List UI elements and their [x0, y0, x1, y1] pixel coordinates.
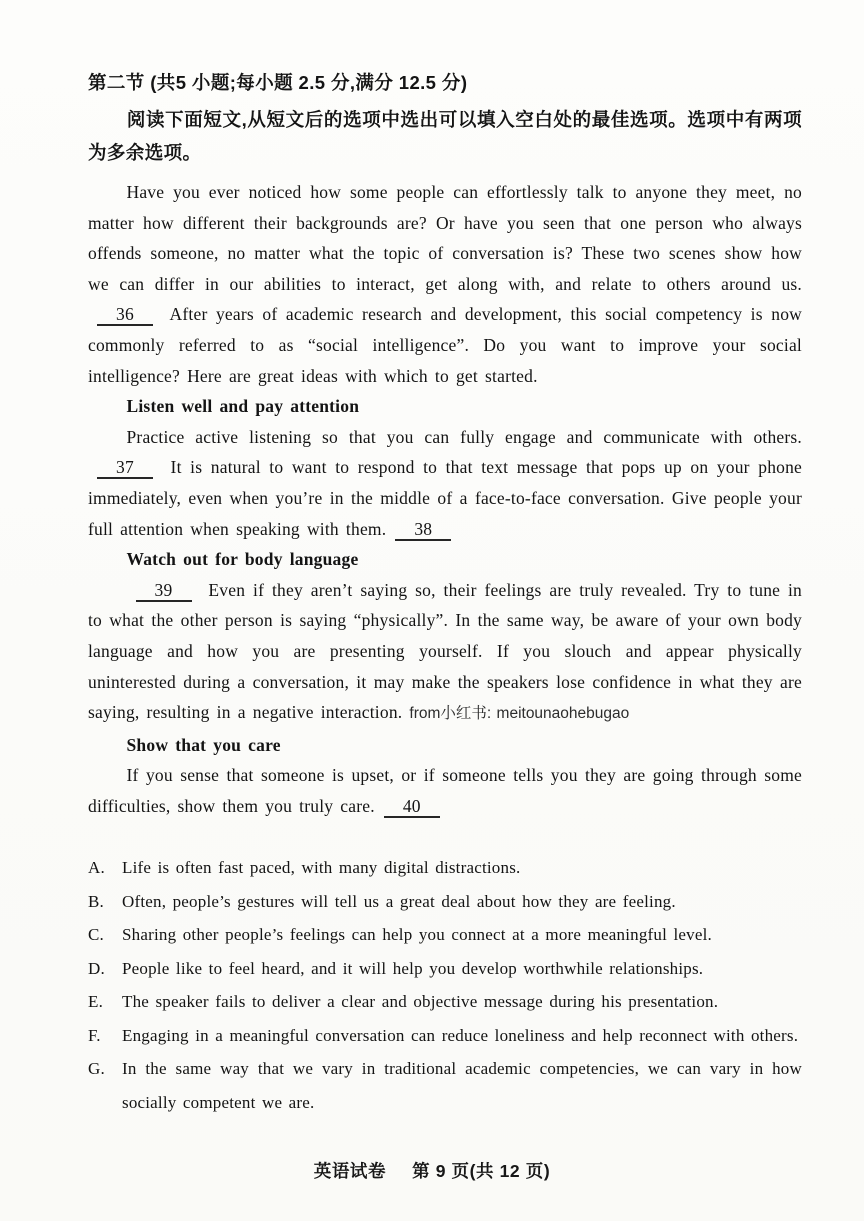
passage-paragraph-care	[88, 760, 802, 821]
page-footer	[0, 1158, 864, 1183]
paragraph-text: Even if they aren’t saying so, their feelings are truly revealed. Try to tune in to what the other person is saying “physically”. In the same way, be aware of your own body language and how you are presenting yourself. If you slouch and appear physically uninterested during a conversation, it may make the speakers lose confidence in what they are saying, resulting in a negative interaction.	[88, 579, 803, 723]
option-label: B.	[88, 891, 104, 911]
paragraph-text: It is natural to want to respond to that text message that pops up on your phone immediately, even when you’re in the middle of a face-to-face conversation. Give people your full attention when speaking with them.	[88, 457, 803, 539]
watermark-text: from小红书: meitounaohebugao	[409, 705, 630, 723]
paragraph-text: Practice active listening so that you can fully engage and communicate with others.	[126, 426, 802, 447]
option-text: People like to feel heard, and it will help you develop worthwhile relationships.	[122, 958, 704, 978]
option-text: Often, people’s gestures will tell us a great deal about how they are feeling.	[122, 891, 676, 911]
blank-37: 37	[97, 457, 153, 479]
footer-page-number: 第 9 页(共 12 页)	[412, 1161, 551, 1181]
option-label: F.	[88, 1025, 101, 1045]
paragraph-text: Have you ever noticed how some people can effortlessly talk to anyone they meet, no matter how different their backgrounds are? Or have you seen that one person who always offends someone, no matter what the topic of conversation is? These two scenes show how we can differ in our abilities to interact, get along with, and relate to others around us.	[88, 182, 802, 294]
option-B	[88, 885, 802, 919]
options-list	[88, 851, 802, 1119]
passage-paragraph-intro	[88, 177, 802, 391]
option-E	[88, 985, 802, 1019]
option-text: Engaging in a meaningful conversation can reduce loneliness and help reconnect with others.	[122, 1025, 799, 1045]
passage-paragraph-body-language	[88, 575, 802, 730]
option-label: C.	[88, 925, 104, 945]
option-text: Sharing other people’s feelings can help you connect at a more meaningful level.	[122, 925, 712, 945]
subheading-body-language: Watch out for body language	[126, 549, 359, 570]
section-instructions: 阅读下面短文,从短文后的选项中选出可以填入空白处的最佳选项。选项中有两项为多余选项。	[88, 109, 802, 163]
section-header: 第二节 (共5 小题;每小题 2.5 分,满分 12.5 分)	[88, 72, 468, 93]
option-label: A.	[88, 858, 105, 878]
option-D	[88, 952, 802, 986]
blank-36: 36	[97, 304, 153, 326]
passage-paragraph-listen	[88, 422, 802, 544]
paragraph-text: If you sense that someone is upset, or if someone tells you they are going through some difficulties, show them you truly care.	[88, 765, 802, 816]
option-F	[88, 1019, 802, 1053]
option-label: E.	[88, 992, 104, 1012]
footer-paper-title: 英语试卷	[313, 1161, 387, 1181]
option-text: In the same way that we vary in traditional academic competencies, we can vary in how socially competent we are.	[122, 1059, 802, 1112]
subheading-show-care: Show that you care	[126, 734, 281, 755]
paragraph-text: After years of academic research and development, this social competency is now commonly referred to as “social intelligence”. Do you want to improve your social intelligence? Here are great ideas with which to get started.	[88, 304, 802, 386]
option-label: G.	[88, 1059, 105, 1079]
option-text: Life is often fast paced, with many digital distractions.	[122, 858, 521, 878]
option-label: D.	[88, 958, 105, 978]
option-C	[88, 918, 802, 952]
option-A	[88, 851, 802, 885]
option-G	[88, 1052, 802, 1119]
blank-40: 40	[384, 796, 440, 818]
subheading-listen-well: Listen well and pay attention	[126, 396, 360, 417]
blank-38: 38	[395, 519, 451, 541]
option-text: The speaker fails to deliver a clear and objective message during his presentation.	[122, 992, 719, 1012]
blank-39: 39	[136, 580, 192, 602]
